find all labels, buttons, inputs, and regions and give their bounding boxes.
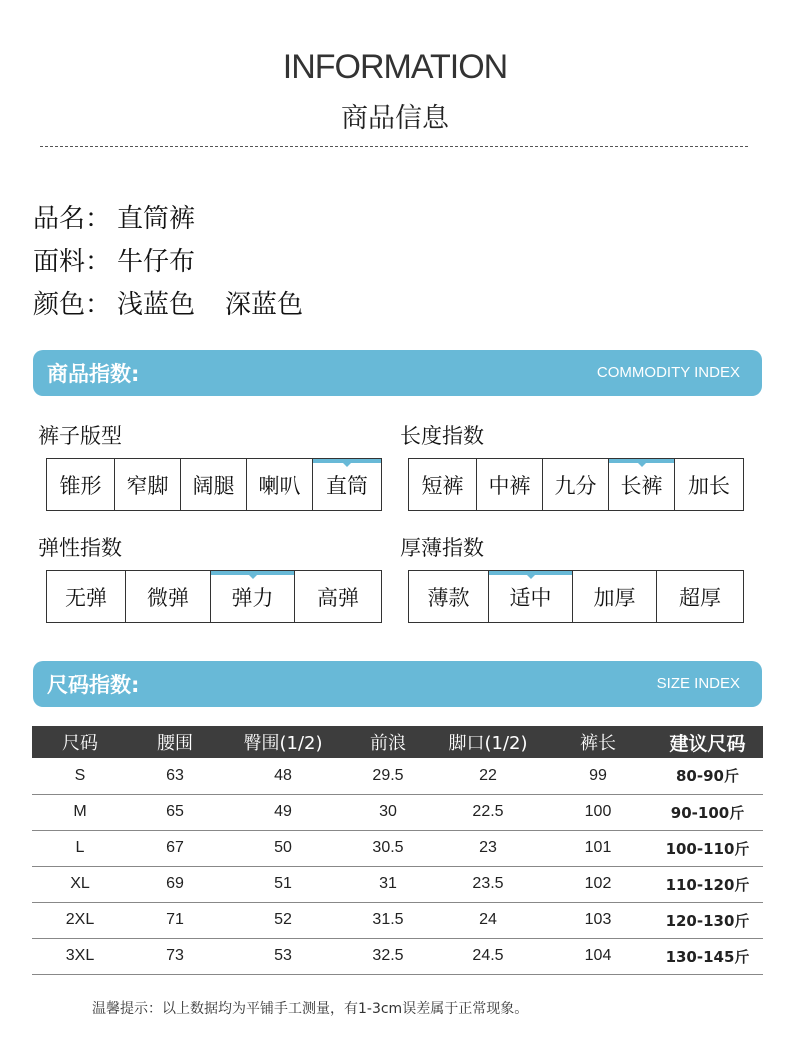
size-table-cell: 101	[544, 830, 652, 866]
size-table-header-cell: 尺码	[32, 726, 128, 758]
size-table-cell: 3XL	[32, 938, 128, 974]
size-table-cell: XL	[32, 866, 128, 902]
elasticity-option	[47, 571, 126, 622]
fit-option-label: 锥形	[59, 473, 102, 498]
size-table-cell: 69	[128, 866, 222, 902]
size-table-cell: 30.5	[344, 830, 432, 866]
fabric-label: 面料：	[33, 247, 112, 277]
size-table-header-cell: 腰围	[128, 726, 222, 758]
size-table-cell: L	[32, 830, 128, 866]
fabric-value: 牛仔布	[117, 247, 196, 277]
fit-option-label: 阔腿	[192, 473, 235, 498]
size-table-cell: 65	[128, 794, 222, 830]
size-table-cell: 51	[222, 866, 344, 902]
size-table-cell: M	[32, 794, 128, 830]
size-table-cell: 52	[222, 902, 344, 938]
size-table-cell: 103	[544, 902, 652, 938]
size-table-header-cell: 裤长	[544, 726, 652, 758]
info-fabric	[33, 241, 195, 278]
thickness-option	[573, 571, 657, 622]
color-label: 颜色：	[33, 290, 112, 320]
fit-option	[47, 459, 115, 510]
size-table-cell: 29.5	[344, 758, 432, 794]
size-table-cell: 110-120斤	[652, 866, 763, 902]
size-table-row	[32, 902, 763, 938]
elasticity-option-label: 无弹	[65, 585, 107, 610]
size-table-header-cell: 臀围(1/2)	[222, 726, 344, 758]
fit-option-label: 窄脚	[126, 473, 169, 498]
thickness-index-title: 厚薄指数	[400, 536, 484, 560]
size-table-cell: 49	[222, 794, 344, 830]
fit-option	[181, 459, 247, 510]
length-options	[408, 458, 744, 511]
size-table-cell: 63	[128, 758, 222, 794]
fit-option-label: 直筒	[326, 473, 368, 498]
info-product-name	[33, 198, 195, 235]
elasticity-index-title: 弹性指数	[38, 536, 122, 560]
size-table-cell: 24	[432, 902, 544, 938]
fit-option	[313, 459, 381, 510]
thickness-option-label: 适中	[509, 585, 552, 610]
size-table-cell: 32.5	[344, 938, 432, 974]
commodity-index-title: 商品指数:	[47, 362, 140, 386]
size-index-title: 尺码指数:	[47, 673, 140, 697]
size-table-cell: 100-110斤	[652, 830, 763, 866]
size-table-header-cell: 脚口(1/2)	[432, 726, 544, 758]
length-option-label: 短裤	[421, 473, 464, 498]
size-table-header-cell: 建议尺码	[652, 726, 763, 758]
elasticity-option	[295, 571, 381, 622]
size-table-cell: 71	[128, 902, 222, 938]
size-table-cell: 50	[222, 830, 344, 866]
measurement-note: 温馨提示：以上数据均为平铺手工测量，有1-3cm误差属于正常现象。	[92, 1001, 529, 1017]
size-table-cell: 2XL	[32, 902, 128, 938]
size-table-cell: 99	[544, 758, 652, 794]
info-color	[33, 284, 303, 321]
fit-options	[46, 458, 382, 511]
dashed-divider	[40, 146, 748, 147]
thickness-option-label: 加厚	[593, 585, 636, 610]
size-table-row	[32, 758, 763, 794]
size-table-cell: 67	[128, 830, 222, 866]
color-value-light-blue: 浅蓝色	[117, 290, 196, 320]
size-table	[32, 726, 763, 975]
size-table-cell: 120-130斤	[652, 902, 763, 938]
length-option-label: 加长	[688, 473, 730, 498]
selected-indicator-arrow-icon	[343, 463, 351, 467]
elasticity-option-label: 高弹	[317, 585, 359, 610]
title-english: INFORMATION	[282, 48, 508, 86]
fit-option-label: 喇叭	[258, 473, 301, 498]
size-table-row	[32, 794, 763, 830]
title-chinese: 商品信息	[341, 103, 449, 134]
size-table-row	[32, 830, 763, 866]
commodity-index-banner	[33, 350, 762, 396]
selected-indicator-arrow-icon	[638, 463, 646, 467]
size-table-cell: 130-145斤	[652, 938, 763, 974]
fit-index-title: 裤子版型	[38, 424, 122, 448]
size-table-cell: 90-100斤	[652, 794, 763, 830]
product-name-label: 品名：	[33, 204, 112, 234]
size-index-banner	[33, 661, 762, 707]
size-table-row	[32, 938, 763, 974]
length-index-title: 长度指数	[400, 424, 484, 448]
size-table-cell: 104	[544, 938, 652, 974]
size-table-header-cell: 前浪	[344, 726, 432, 758]
size-table-cell: 80-90斤	[652, 758, 763, 794]
size-table-cell: 23	[432, 830, 544, 866]
size-table-cell: 22	[432, 758, 544, 794]
size-table-cell: 73	[128, 938, 222, 974]
thickness-option	[657, 571, 743, 622]
size-table-header-row	[32, 726, 763, 758]
size-table-cell: S	[32, 758, 128, 794]
elasticity-option-label: 微弹	[147, 585, 189, 610]
size-table-cell: 31	[344, 866, 432, 902]
length-option-label: 九分	[554, 473, 597, 498]
commodity-index-subtitle: COMMODITY INDEX	[596, 364, 740, 381]
size-table-cell: 48	[222, 758, 344, 794]
size-table-cell: 102	[544, 866, 652, 902]
thickness-option-label: 薄款	[427, 585, 470, 610]
size-table-cell: 30	[344, 794, 432, 830]
length-option	[675, 459, 743, 510]
size-table-cell: 53	[222, 938, 344, 974]
length-option	[477, 459, 543, 510]
product-name-value: 直筒裤	[117, 204, 196, 234]
size-table-cell: 100	[544, 794, 652, 830]
size-table-cell: 24.5	[432, 938, 544, 974]
thickness-options	[408, 570, 744, 623]
length-option-label: 长裤	[620, 473, 663, 498]
selected-indicator-arrow-icon	[249, 575, 257, 579]
color-value-dark-blue: 深蓝色	[225, 290, 304, 320]
elasticity-options	[46, 570, 382, 623]
thickness-option-label: 超厚	[679, 585, 721, 610]
elasticity-option	[126, 571, 211, 622]
elasticity-option-label: 弹力	[231, 585, 274, 610]
length-option	[409, 459, 477, 510]
selected-indicator-arrow-icon	[527, 575, 535, 579]
fit-option	[115, 459, 181, 510]
thickness-option	[489, 571, 573, 622]
length-option-label: 中裤	[488, 473, 531, 498]
size-table-cell: 22.5	[432, 794, 544, 830]
length-option	[543, 459, 609, 510]
length-option	[609, 459, 675, 510]
thickness-option	[409, 571, 489, 622]
size-table-cell: 23.5	[432, 866, 544, 902]
size-table-row	[32, 866, 763, 902]
size-index-subtitle: SIZE INDEX	[656, 675, 740, 692]
fit-option	[247, 459, 313, 510]
elasticity-option	[211, 571, 295, 622]
size-table-cell: 31.5	[344, 902, 432, 938]
